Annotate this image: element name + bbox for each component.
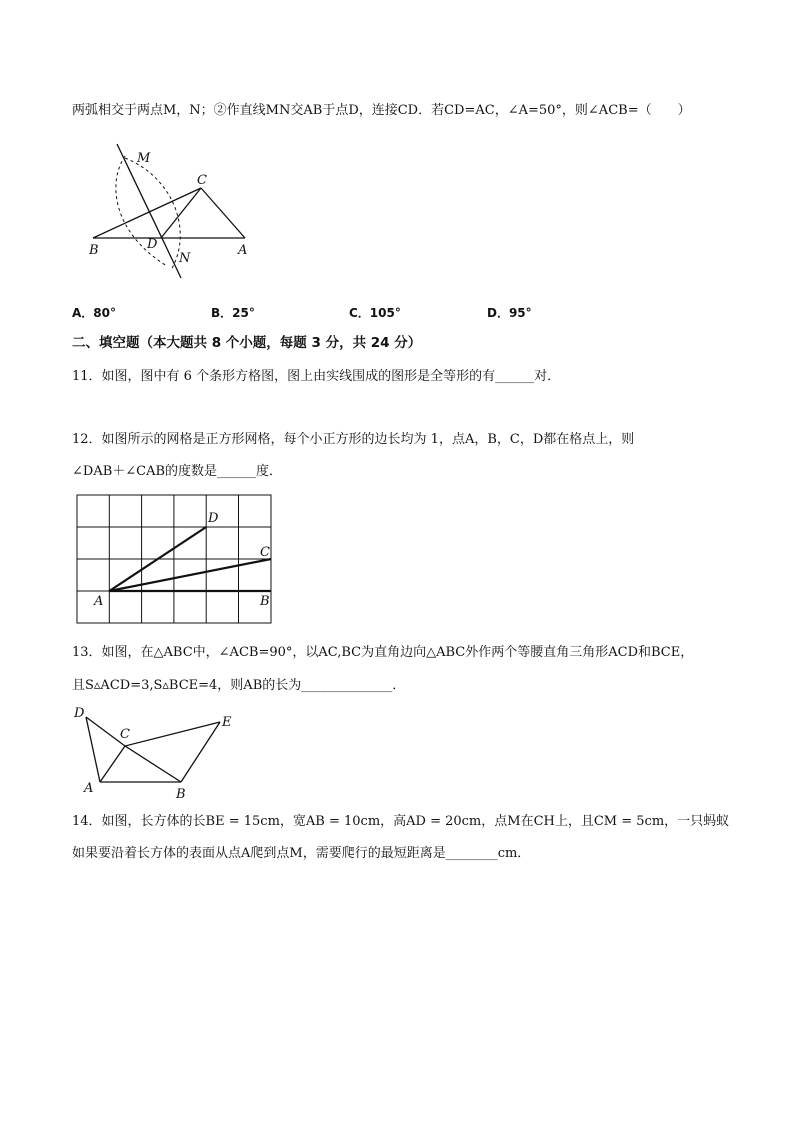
label-c: C (197, 173, 207, 188)
choice-a[interactable]: A．80° (72, 306, 116, 320)
q14-line2: 如果要沿着长方体的表面从点A爬到点M，需要爬行的最短距离是________cm． (72, 846, 531, 861)
q13-figure (72, 704, 252, 802)
label-e: E (222, 715, 232, 730)
q13-line1: 13．如图，在△ABC中，∠ACB=90°，以AC,BC为直角边向△ABC外作两个等腰直角三角形ACD和BCE， (72, 645, 694, 660)
label-b: B (89, 243, 99, 258)
q14-line1: 14．如图，长方体的长BE = 15cm，宽AB = 10cm，高AD = 20cm，点M在CH上，且CM = 5cm，一只蚂蚁 (72, 814, 730, 829)
label-a: A (94, 594, 104, 609)
q11-text: 11．如图，图中有 6 个条形方格图，图上由实线围成的图形是全等形的有______对． (72, 369, 561, 384)
seg-ca (100, 746, 125, 782)
label-c: C (120, 727, 130, 742)
arc-left (116, 156, 167, 266)
choice-d[interactable]: D．95° (487, 306, 532, 320)
seg-da (86, 717, 100, 782)
q13-line2: 且S▵ACD=3,S▵BCE=4，则AB的长为______________． (72, 678, 406, 693)
label-a: A (84, 781, 94, 796)
q12-line1: 12．如图所示的网格是正方形网格，每个小正方形的边长均为 1，点A，B，C，D都在格点上，则 (72, 432, 635, 447)
section-title: 二、填空题（本大题共 8 个小题，每题 3 分，共 24 分） (72, 335, 422, 351)
q12-line2: ∠DAB＋∠CAB的度数是______度． (72, 464, 283, 479)
seg-cb (125, 746, 181, 782)
label-d: D (208, 511, 219, 526)
label-d: D (147, 237, 158, 252)
choice-b[interactable]: B．25° (211, 306, 255, 320)
segment-ca (201, 188, 245, 238)
segment-bc (93, 188, 201, 238)
label-a: A (238, 243, 248, 258)
label-m: M (137, 151, 151, 166)
q10-stem-tail: 两弧相交于两点M，N；②作直线MN交AB于点D，连接CD．若CD=AC，∠A=50°，则∠ACB=（ ） (72, 103, 691, 118)
arc-right (125, 158, 180, 270)
q12-grid-figure (76, 494, 276, 626)
label-b: B (260, 594, 270, 609)
label-n: N (179, 251, 191, 266)
label-c: C (260, 545, 270, 560)
label-d: D (74, 706, 85, 721)
seg-ce (125, 722, 220, 746)
choice-c[interactable]: C．105° (349, 306, 401, 320)
q10-figure (85, 138, 255, 288)
label-b: B (176, 787, 186, 802)
segment-cd (161, 188, 201, 238)
